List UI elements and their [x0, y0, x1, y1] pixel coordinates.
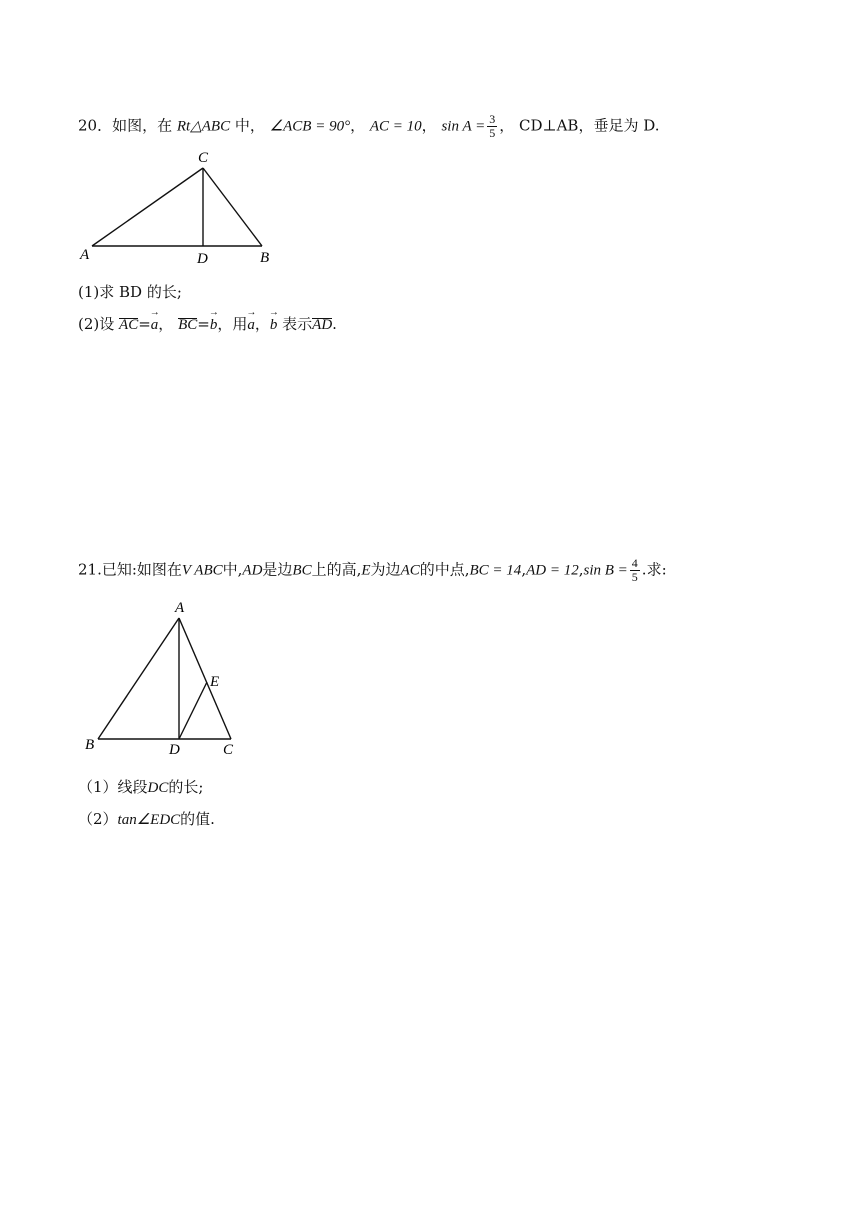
- q20-stem: 20．如图，在 Rt△ABC 中， ∠ACB = 90°， AC = 10， sin A = $\frac{3}{5}$ ， CD⊥AB，垂足为 D.: [78, 112, 660, 140]
- q21-label-e: E: [210, 674, 220, 690]
- q20-vector-bc: BC: [178, 317, 198, 333]
- q21-label-a: A: [175, 600, 185, 616]
- q21-label-c: C: [223, 742, 234, 758]
- q20-angle: ∠ACB = 90°: [269, 118, 351, 135]
- q21-figure: [80, 596, 250, 761]
- q21-segment-de: [179, 682, 207, 739]
- q20-label-a: A: [80, 247, 90, 263]
- q21-triangle: V ABC: [181, 562, 223, 579]
- q21-part2: （2）tan∠EDC的值.: [78, 810, 215, 828]
- q20-vector-ad: AD: [312, 317, 333, 333]
- q20-number: 20．: [78, 116, 113, 135]
- q20-sin-lhs: sin A =: [441, 118, 486, 135]
- q21-ad-length: AD = 12: [526, 562, 579, 579]
- q20-vector-b: → b: [210, 317, 218, 334]
- q20-rt-triangle: Rt△ABC: [176, 118, 231, 135]
- q20-label-b: B: [260, 250, 270, 266]
- q21-sin-fraction: $\frac{4}{5}$: [631, 556, 638, 584]
- q21-sin-lhs: sin B =: [583, 562, 628, 579]
- q21-part1: （1）线段DC的长;: [78, 778, 204, 796]
- q21-bc-length: BC = 14: [469, 562, 522, 579]
- q20-figure: [76, 145, 286, 270]
- q20-part2: (2)设 AC=→ a， BC=→ b，用→ a，→ b 表示AD.: [78, 313, 337, 334]
- q21-stem: 21.已知:如图在V ABC中,AD是边BC上的高,E为边AC的中点,BC = 14,AD = 12,sin B = $\frac{4}{5}$ .求:: [78, 556, 667, 584]
- q20-vector-a: → a: [151, 317, 159, 334]
- q20-label-d: D: [197, 251, 208, 267]
- q21-label-d: D: [169, 742, 180, 758]
- q21-number: 21.: [78, 560, 102, 579]
- q20-part1: (1)求 BD 的长;: [78, 283, 182, 301]
- q20-side-ac: [92, 168, 203, 246]
- q21-side-ab: [98, 618, 179, 739]
- q21-side-ac: [179, 618, 231, 739]
- q21-label-b: B: [85, 737, 95, 753]
- q20-side-cb: [203, 168, 262, 246]
- q20-label-c: C: [198, 150, 209, 166]
- q20-sin-fraction: $\frac{3}{5}$: [489, 112, 496, 140]
- q20-vector-ac: AC: [119, 317, 139, 333]
- q20-ac-length: AC = 10: [369, 118, 422, 135]
